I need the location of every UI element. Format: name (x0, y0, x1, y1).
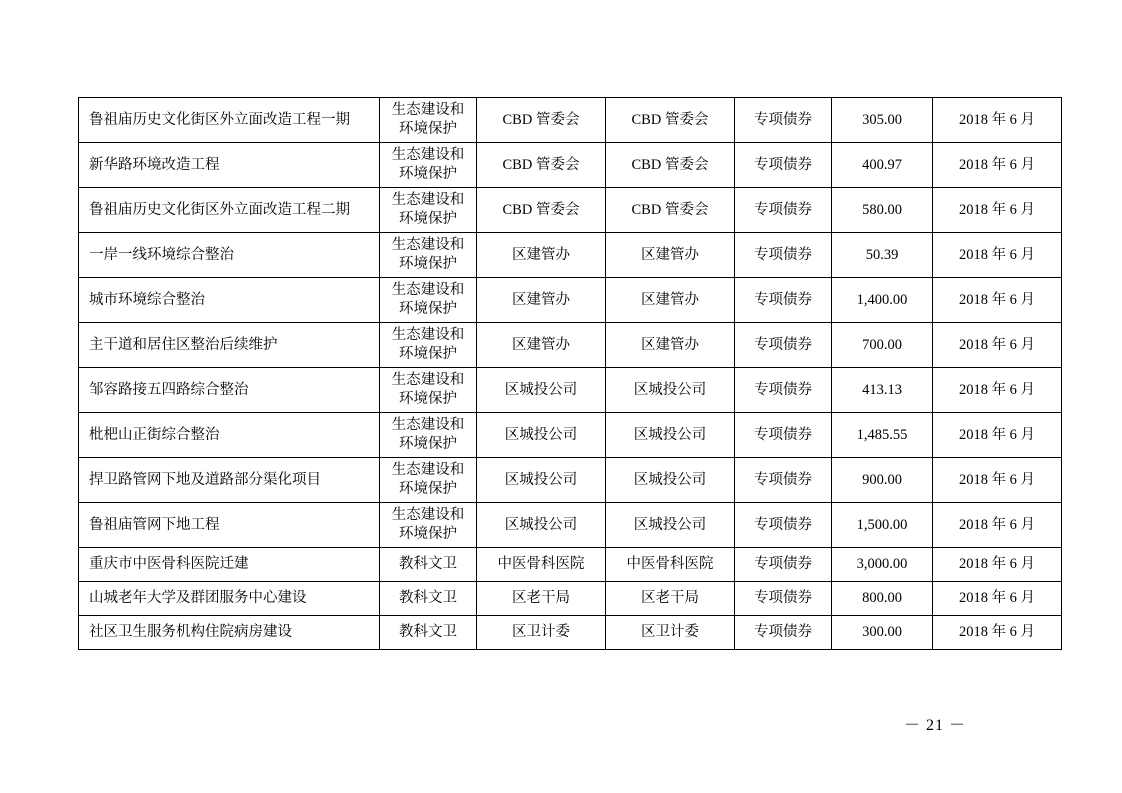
cell-implementing-unit: 区建管办 (606, 278, 735, 323)
cell-supervising-unit: 区城投公司 (477, 413, 606, 458)
cell-supervising-unit: 中医骨科医院 (477, 548, 606, 582)
cell-project-name: 山城老年大学及群团服务中心建设 (79, 582, 380, 616)
cell-supervising-unit: 区城投公司 (477, 458, 606, 503)
cell-supervising-unit: 区老干局 (477, 582, 606, 616)
cell-supervising-unit: CBD 管委会 (477, 143, 606, 188)
cell-project-name: 枇杷山正街综合整治 (79, 413, 380, 458)
cell-amount: 800.00 (832, 582, 933, 616)
table-row (79, 503, 1062, 548)
cell-implementing-unit: 区城投公司 (606, 368, 735, 413)
cell-amount: 580.00 (832, 188, 933, 233)
cell-project-category (380, 413, 477, 458)
cell-funding-source: 专项债券 (735, 188, 832, 233)
category-line-2: 环境保护 (399, 481, 457, 497)
cell-implementing-unit: 区建管办 (606, 323, 735, 368)
cell-start-date: 2018 年 6 月 (933, 582, 1062, 616)
category-line-2: 环境保护 (399, 301, 457, 317)
cell-amount: 300.00 (832, 616, 933, 650)
cell-start-date: 2018 年 6 月 (933, 278, 1062, 323)
cell-funding-source: 专项债券 (735, 233, 832, 278)
cell-amount: 1,400.00 (832, 278, 933, 323)
cell-supervising-unit: 区卫计委 (477, 616, 606, 650)
table-row (79, 143, 1062, 188)
cell-funding-source: 专项债券 (735, 582, 832, 616)
cell-project-name: 重庆市中医骨科医院迁建 (79, 548, 380, 582)
cell-supervising-unit: 区建管办 (477, 323, 606, 368)
cell-project-category (380, 548, 477, 582)
cell-implementing-unit: 区卫计委 (606, 616, 735, 650)
cell-funding-source: 专项债券 (735, 503, 832, 548)
category-line-2: 环境保护 (399, 256, 457, 272)
table-row (79, 278, 1062, 323)
category-line-1: 生态建设和 (391, 281, 465, 298)
cell-implementing-unit: CBD 管委会 (606, 98, 735, 143)
table-row (79, 458, 1062, 503)
table-row (79, 323, 1062, 368)
cell-project-category (380, 143, 477, 188)
category-line-2: 环境保护 (399, 391, 457, 407)
project-funding-table (78, 97, 1062, 650)
cell-implementing-unit: CBD 管委会 (606, 143, 735, 188)
table-row (79, 188, 1062, 233)
cell-amount: 400.97 (832, 143, 933, 188)
cell-project-category (380, 616, 477, 650)
cell-funding-source: 专项债券 (735, 323, 832, 368)
cell-start-date: 2018 年 6 月 (933, 503, 1062, 548)
category-line-2: 环境保护 (399, 436, 457, 452)
cell-project-name: 鲁祖庙历史文化街区外立面改造工程二期 (79, 188, 380, 233)
cell-funding-source: 专项债券 (735, 98, 832, 143)
cell-supervising-unit: 区城投公司 (477, 368, 606, 413)
cell-supervising-unit: 区建管办 (477, 278, 606, 323)
cell-start-date: 2018 年 6 月 (933, 323, 1062, 368)
cell-project-category (380, 368, 477, 413)
category-line-1: 生态建设和 (391, 506, 465, 523)
cell-project-name: 捍卫路管网下地及道路部分渠化项目 (79, 458, 380, 503)
cell-project-name: 鲁祖庙管网下地工程 (79, 503, 380, 548)
cell-amount: 900.00 (832, 458, 933, 503)
cell-start-date: 2018 年 6 月 (933, 548, 1062, 582)
cell-amount: 413.13 (832, 368, 933, 413)
cell-implementing-unit: 区建管办 (606, 233, 735, 278)
cell-project-category (380, 323, 477, 368)
cell-project-name: 新华路环境改造工程 (79, 143, 380, 188)
category-line-1: 教科文卫 (399, 623, 457, 640)
cell-funding-source: 专项债券 (735, 616, 832, 650)
cell-supervising-unit: 区城投公司 (477, 503, 606, 548)
cell-start-date: 2018 年 6 月 (933, 368, 1062, 413)
cell-funding-source: 专项债券 (735, 368, 832, 413)
category-line-2: 环境保护 (399, 211, 457, 227)
category-line-1: 教科文卫 (399, 555, 457, 572)
cell-project-category (380, 458, 477, 503)
cell-amount: 305.00 (832, 98, 933, 143)
table-body (79, 98, 1062, 650)
cell-amount: 1,485.55 (832, 413, 933, 458)
cell-start-date: 2018 年 6 月 (933, 188, 1062, 233)
cell-start-date: 2018 年 6 月 (933, 616, 1062, 650)
cell-project-name: 城市环境综合整治 (79, 278, 380, 323)
table-row (79, 582, 1062, 616)
cell-project-category (380, 98, 477, 143)
page-number: － 21 － (903, 717, 966, 734)
category-line-2: 环境保护 (399, 346, 457, 362)
table-row (79, 413, 1062, 458)
cell-funding-source: 专项债券 (735, 458, 832, 503)
cell-amount: 1,500.00 (832, 503, 933, 548)
cell-supervising-unit: CBD 管委会 (477, 98, 606, 143)
cell-project-category (380, 278, 477, 323)
cell-funding-source: 专项债券 (735, 413, 832, 458)
cell-start-date: 2018 年 6 月 (933, 233, 1062, 278)
table-row (79, 616, 1062, 650)
table-row (79, 548, 1062, 582)
cell-amount: 50.39 (832, 233, 933, 278)
cell-project-category (380, 233, 477, 278)
cell-project-category (380, 503, 477, 548)
table-row (79, 98, 1062, 143)
cell-start-date: 2018 年 6 月 (933, 98, 1062, 143)
category-line-1: 生态建设和 (391, 371, 465, 388)
cell-project-name: 一岸一线环境综合整治 (79, 233, 380, 278)
category-line-1: 生态建设和 (391, 461, 465, 478)
cell-start-date: 2018 年 6 月 (933, 413, 1062, 458)
cell-funding-source: 专项债券 (735, 143, 832, 188)
cell-project-name: 主干道和居住区整治后续维护 (79, 323, 380, 368)
cell-supervising-unit: CBD 管委会 (477, 188, 606, 233)
cell-project-name: 邹容路接五四路综合整治 (79, 368, 380, 413)
category-line-1: 生态建设和 (391, 326, 465, 343)
cell-amount: 700.00 (832, 323, 933, 368)
category-line-1: 教科文卫 (399, 589, 457, 606)
table-row (79, 368, 1062, 413)
cell-project-name: 鲁祖庙历史文化街区外立面改造工程一期 (79, 98, 380, 143)
category-line-1: 生态建设和 (391, 416, 465, 433)
category-line-2: 环境保护 (399, 121, 457, 137)
cell-start-date: 2018 年 6 月 (933, 458, 1062, 503)
cell-funding-source: 专项债券 (735, 278, 832, 323)
category-line-1: 生态建设和 (391, 191, 465, 208)
cell-implementing-unit: 区城投公司 (606, 503, 735, 548)
category-line-2: 环境保护 (399, 166, 457, 182)
category-line-2: 环境保护 (399, 526, 457, 542)
cell-amount: 3,000.00 (832, 548, 933, 582)
cell-supervising-unit: 区建管办 (477, 233, 606, 278)
cell-project-category (380, 188, 477, 233)
cell-project-name: 社区卫生服务机构住院病房建设 (79, 616, 380, 650)
cell-implementing-unit: 中医骨科医院 (606, 548, 735, 582)
category-line-1: 生态建设和 (391, 146, 465, 163)
cell-implementing-unit: 区城投公司 (606, 413, 735, 458)
cell-implementing-unit: 区城投公司 (606, 458, 735, 503)
category-line-1: 生态建设和 (391, 236, 465, 253)
category-line-1: 生态建设和 (391, 101, 465, 118)
cell-start-date: 2018 年 6 月 (933, 143, 1062, 188)
cell-project-category (380, 582, 477, 616)
table-row (79, 233, 1062, 278)
cell-funding-source: 专项债券 (735, 548, 832, 582)
cell-implementing-unit: CBD 管委会 (606, 188, 735, 233)
cell-implementing-unit: 区老干局 (606, 582, 735, 616)
